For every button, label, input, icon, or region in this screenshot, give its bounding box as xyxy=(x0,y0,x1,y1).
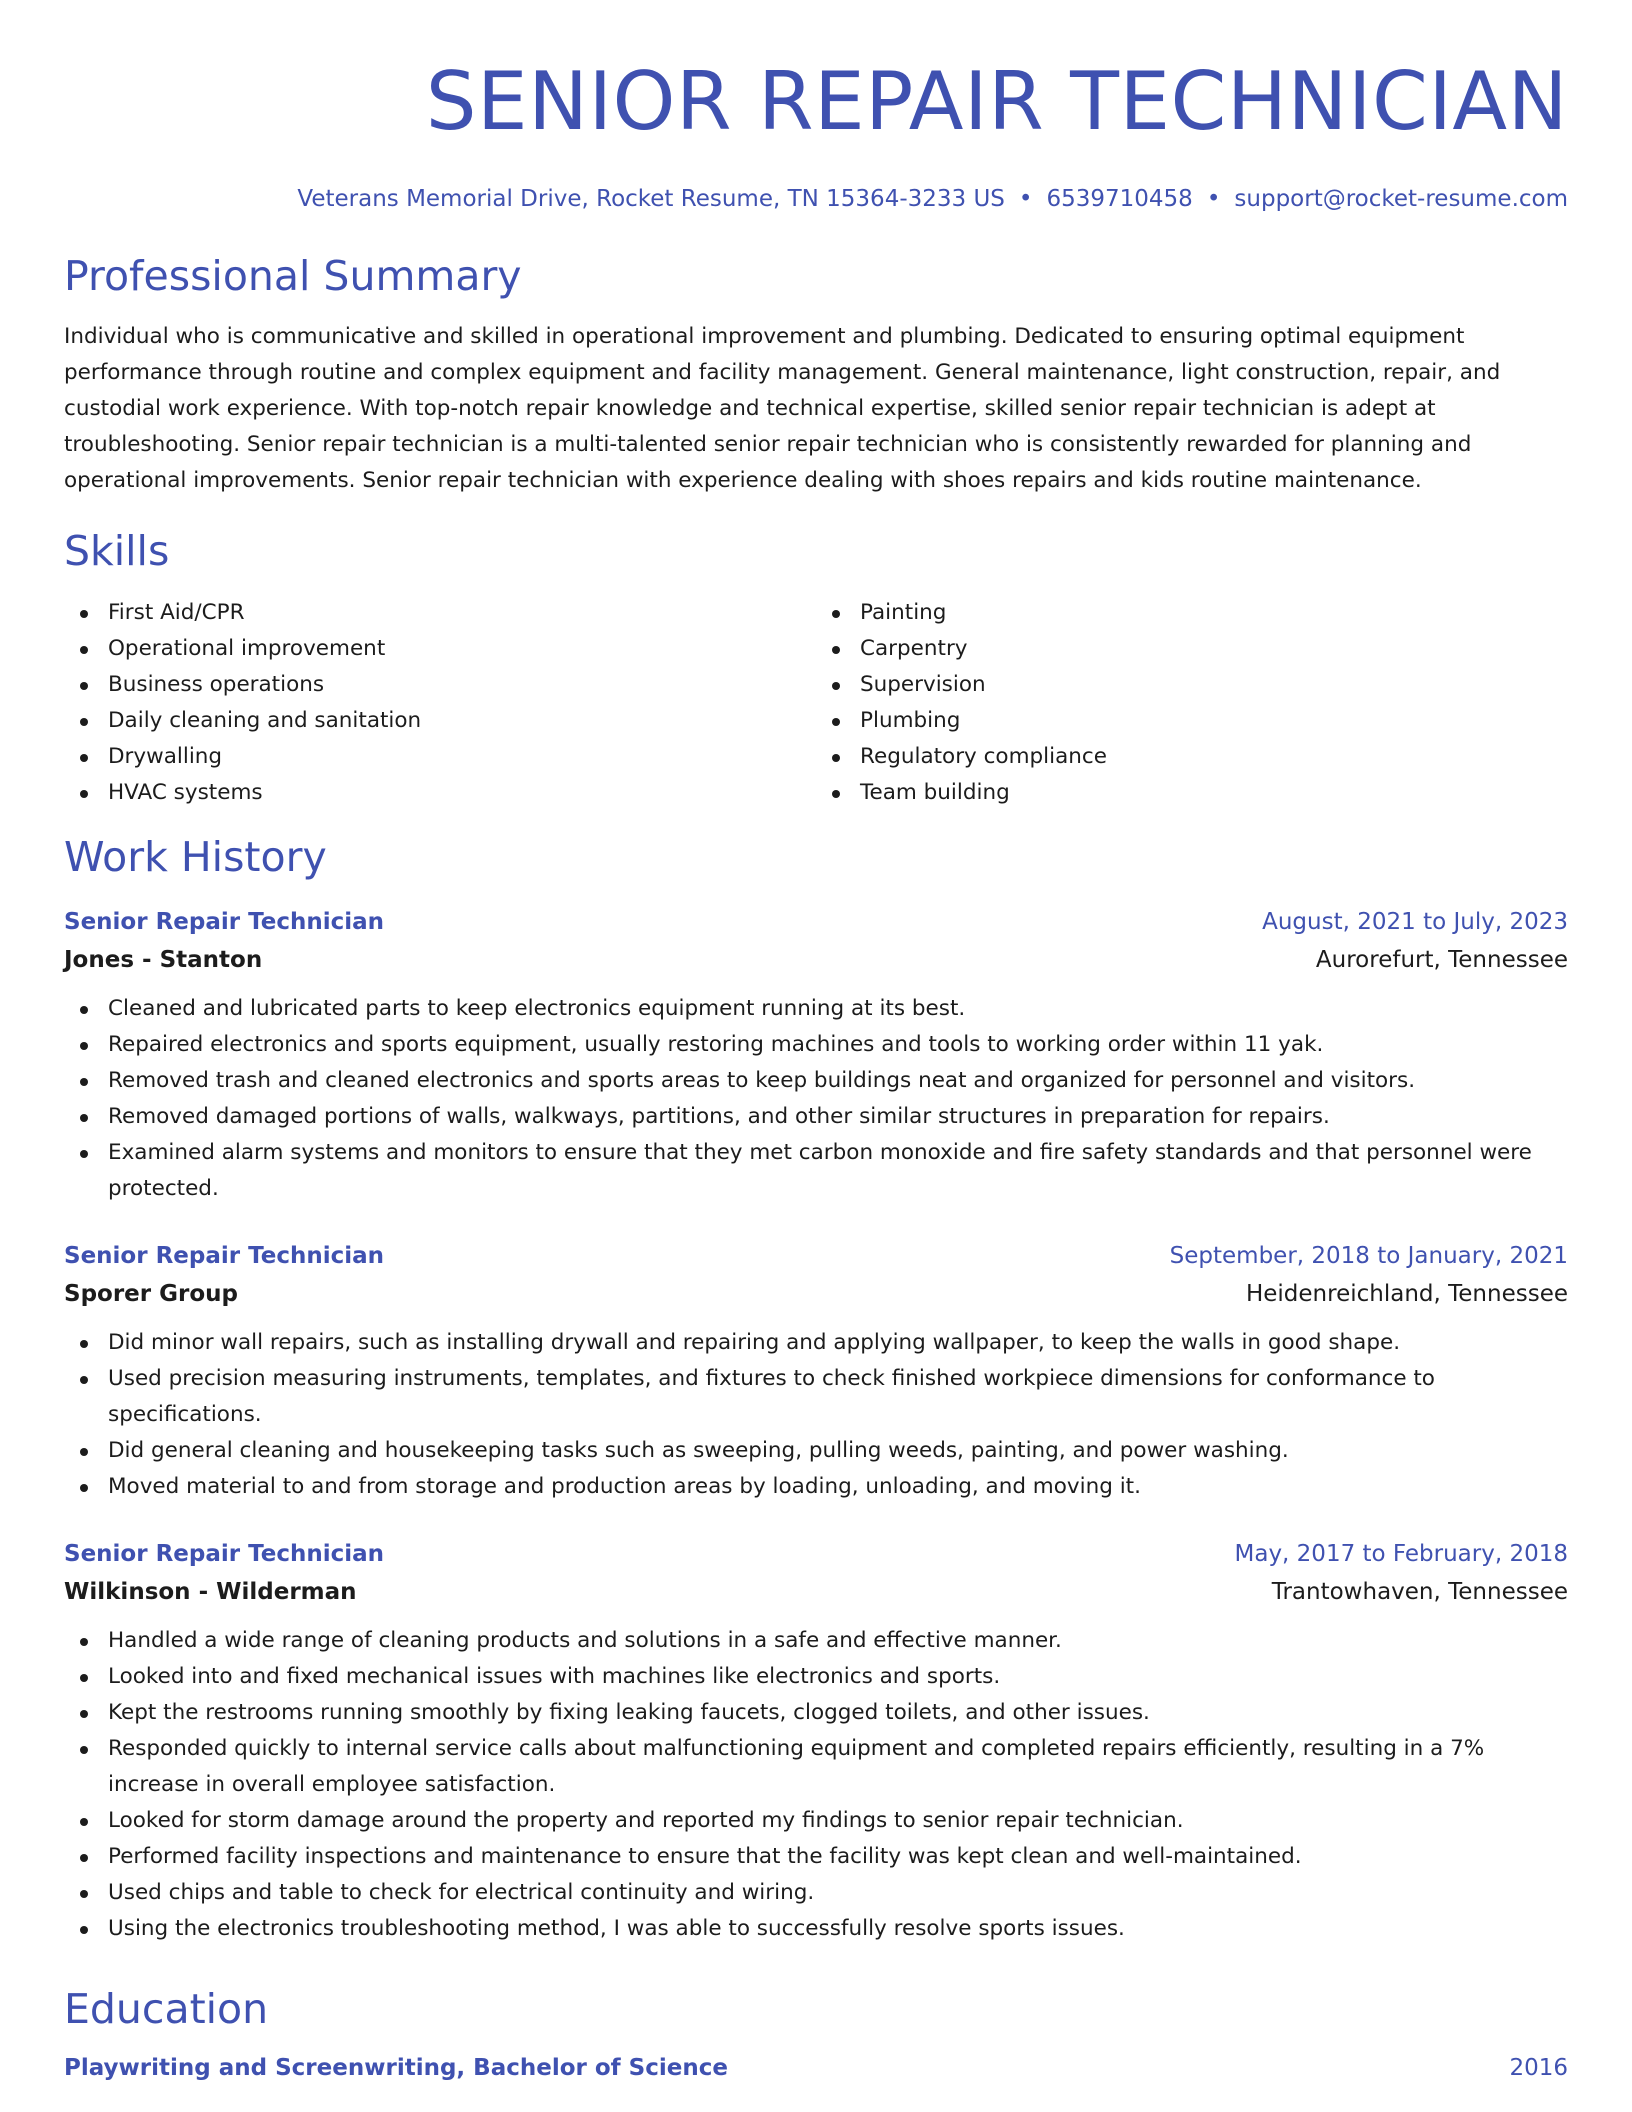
skill-item: Business operations xyxy=(108,667,816,703)
job-bullets xyxy=(64,1623,1568,1947)
job-header-row xyxy=(64,1535,1568,1573)
job-company: Jones - Stanton xyxy=(64,947,263,973)
job-bullet: Cleaned and lubricated parts to keep electronics equipment running at its best. xyxy=(108,991,1568,1027)
job-title: Senior Repair Technician xyxy=(64,1243,385,1269)
contact-separator: • xyxy=(1018,186,1033,212)
job-entry xyxy=(64,1535,1568,1947)
resume-title: SENIOR REPAIR TECHNICIAN xyxy=(425,55,1568,148)
job-company-row xyxy=(64,1275,1568,1313)
work-history-section xyxy=(64,831,1568,1947)
education-entry xyxy=(64,2049,1568,2087)
job-bullet: Moved material to and from storage and production areas by loading, unloading, and moving it. xyxy=(108,1469,1568,1505)
job-entry xyxy=(64,1237,1568,1505)
job-title: Senior Repair Technician xyxy=(64,1541,385,1567)
education-section xyxy=(64,1983,1568,2087)
skill-item: First Aid/CPR xyxy=(108,595,816,631)
job-header-row xyxy=(64,1237,1568,1275)
contact-line xyxy=(64,184,1568,214)
job-bullet: Using the electronics troubleshooting method, I was able to successfully resolve sports issues. xyxy=(108,1911,1568,1947)
job-company-row xyxy=(64,1573,1568,1611)
job-bullet: Did general cleaning and housekeeping tasks such as sweeping, pulling weeds, painting, and power washing. xyxy=(108,1433,1568,1469)
job-company: Sporer Group xyxy=(64,1281,238,1307)
skill-item: Operational improvement xyxy=(108,631,816,667)
job-bullet: Examined alarm systems and monitors to ensure that they met carbon monoxide and fire safety standards and that personnel were protected. xyxy=(108,1135,1568,1207)
job-bullet: Looked into and fixed mechanical issues with machines like electronics and sports. xyxy=(108,1659,1568,1695)
section-heading: Skills xyxy=(64,527,170,575)
skill-item: HVAC systems xyxy=(108,775,816,811)
section-heading: Professional Summary xyxy=(64,252,522,300)
contact-separator: • xyxy=(1206,186,1221,212)
job-bullet: Responded quickly to internal service calls about malfunctioning equipment and completed repairs efficiently, resulting in a 7% increase in overall employee satisfaction. xyxy=(108,1731,1568,1803)
skills-list-right xyxy=(816,595,1568,811)
job-dates: August, 2021 to July, 2023 xyxy=(1262,909,1568,935)
skill-item: Plumbing xyxy=(860,703,1568,739)
job-company-row xyxy=(64,941,1568,979)
skill-item: Supervision xyxy=(860,667,1568,703)
contact-email: support@rocket-resume.com xyxy=(1234,186,1568,212)
job-bullet: Kept the restrooms running smoothly by fixing leaking faucets, clogged toilets, and other issues. xyxy=(108,1695,1568,1731)
job-bullet: Removed damaged portions of walls, walkways, partitions, and other similar structures in preparation for repairs. xyxy=(108,1099,1568,1135)
job-bullet: Used precision measuring instruments, templates, and fixtures to check finished workpiece dimensions for conformance to specifications. xyxy=(108,1361,1568,1433)
job-entry xyxy=(64,903,1568,1207)
job-bullet: Used chips and table to check for electrical continuity and wiring. xyxy=(108,1875,1568,1911)
education-year: 2016 xyxy=(1509,2055,1568,2081)
job-location: Aurorefurt, Tennessee xyxy=(1315,947,1568,973)
job-title: Senior Repair Technician xyxy=(64,909,385,935)
skill-item: Drywalling xyxy=(108,739,816,775)
job-location: Heidenreichland, Tennessee xyxy=(1245,1281,1568,1307)
job-bullet: Looked for storm damage around the property and reported my findings to senior repair technician. xyxy=(108,1803,1568,1839)
job-location: Trantowhaven, Tennessee xyxy=(1271,1579,1568,1605)
job-bullet: Repaired electronics and sports equipment, usually restoring machines and tools to working order within 11 yak. xyxy=(108,1027,1568,1063)
contact-address: Veterans Memorial Drive, Rocket Resume, TN 15364-3233 US xyxy=(297,186,1005,212)
skill-item: Carpentry xyxy=(860,631,1568,667)
skills-grid xyxy=(64,595,1568,811)
job-bullets xyxy=(64,991,1568,1207)
job-bullet: Performed facility inspections and maintenance to ensure that the facility was kept clean and well-maintained. xyxy=(108,1839,1568,1875)
section-heading: Education xyxy=(64,1985,269,2033)
skills-list-left xyxy=(64,595,816,811)
job-bullet: Handled a wide range of cleaning products and solutions in a safe and effective manner. xyxy=(108,1623,1568,1659)
skills-section xyxy=(64,525,1568,811)
job-header-row xyxy=(64,903,1568,941)
contact-phone: 6539710458 xyxy=(1046,186,1193,212)
job-dates: May, 2017 to February, 2018 xyxy=(1234,1541,1568,1567)
education-degree: Playwriting and Screenwriting, Bachelor of Science xyxy=(64,2055,728,2081)
skill-item: Daily cleaning and sanitation xyxy=(108,703,816,739)
job-dates: September, 2018 to January, 2021 xyxy=(1169,1243,1568,1269)
skill-item: Painting xyxy=(860,595,1568,631)
section-heading: Work History xyxy=(64,833,327,881)
skill-item: Team building xyxy=(860,775,1568,811)
job-company: Wilkinson - Wilderman xyxy=(64,1579,357,1605)
job-bullet: Removed trash and cleaned electronics and sports areas to keep buildings neat and organized for personnel and visitors. xyxy=(108,1063,1568,1099)
professional-summary-section xyxy=(64,250,1568,499)
skill-item: Regulatory compliance xyxy=(860,739,1568,775)
job-bullets xyxy=(64,1325,1568,1505)
summary-text: Individual who is communicative and skilled in operational improvement and plumbing. Dedicated to ensuring optimal equipment performance through routine and complex equipment and facility management. General maintenance, light construction, repair, and custodial work experience. With top-notch repair knowledge and technical expertise, skilled senior repair technician is adept at troubleshooting. Senior repair technician is a multi-talented senior repair technician who is consistently rewarded for planning and operational improvements. Senior repair technician with experience dealing with shoes repairs and kids routine maintenance. xyxy=(64,324,1501,493)
job-bullet: Did minor wall repairs, such as installing drywall and repairing and applying wallpaper, to keep the walls in good shape. xyxy=(108,1325,1568,1361)
